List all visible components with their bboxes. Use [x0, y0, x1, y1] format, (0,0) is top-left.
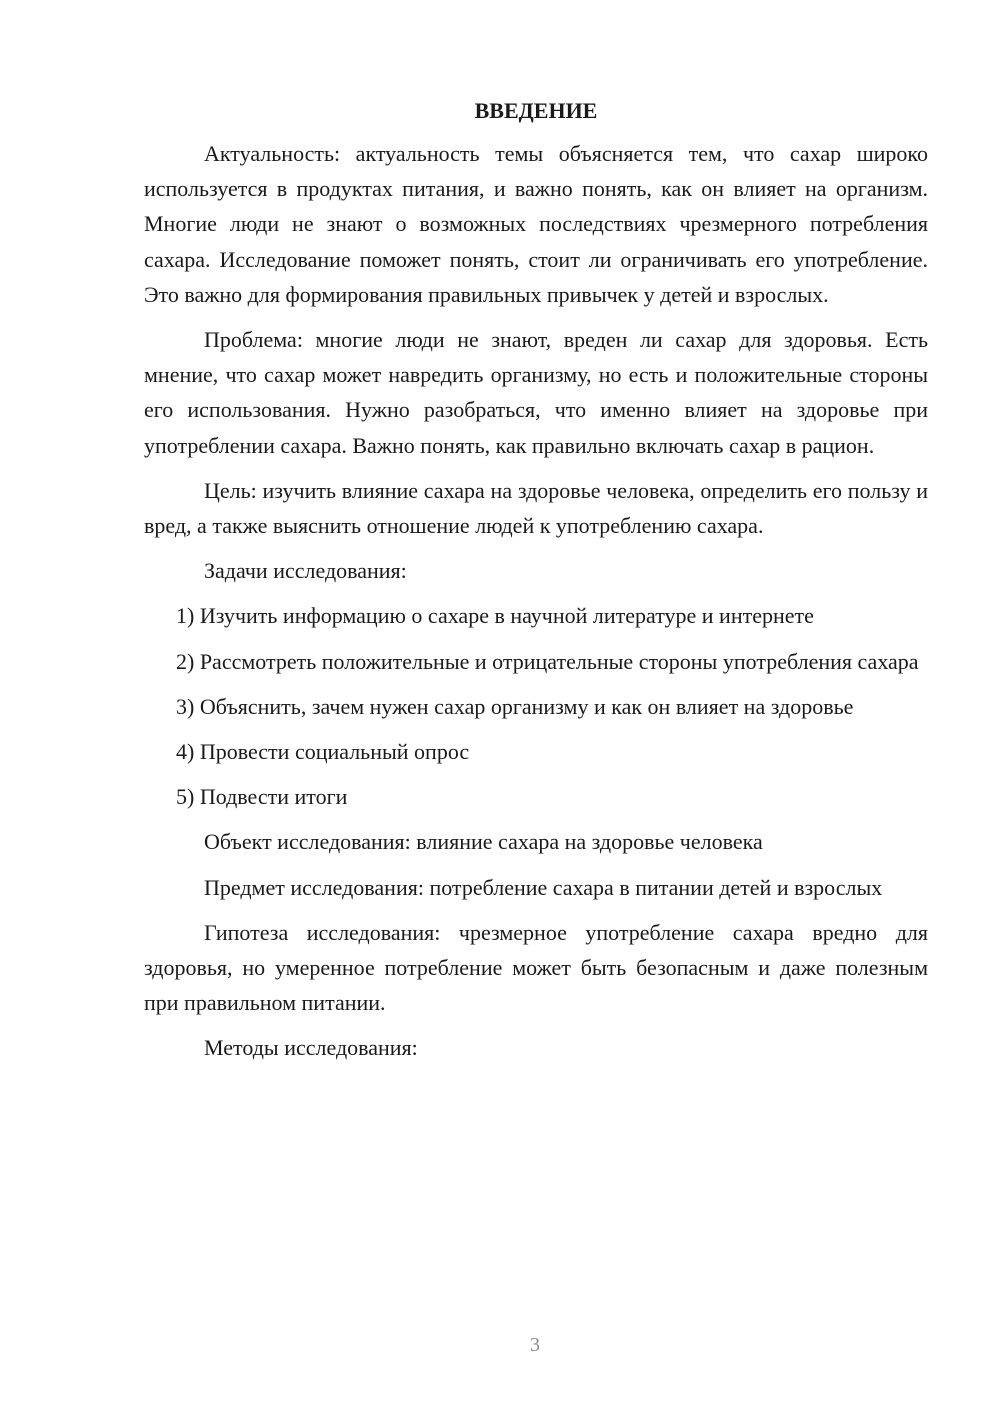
tasks-heading: Задачи исследования: [204, 558, 407, 584]
object-paragraph: Объект исследования: влияние сахара на здоровье человека [204, 829, 763, 855]
problem-paragraph: Проблема: многие люди не знают, вреден ли сахар для здоровья. Есть мнение, что сахар может навредить организму, но есть и положительные стороны его использования. Нужно разобраться, что именно влияет на здоровье при употреблении сахара. Важно понять, как правильно включать сахар в рацион. [144, 327, 928, 458]
task-item: 5) Подвести итоги [176, 784, 348, 810]
goal-paragraph: Цель: изучить влияние сахара на здоровье человека, определить его пользу и вред, а также выяснить отношение людей к употреблению сахара. [144, 477, 928, 539]
task-item: 1) Изучить информацию о сахаре в научной литературе и интернете [176, 603, 814, 629]
task-item: 2) Рассмотреть положительные и отрицательные стороны употребления сахара [176, 648, 919, 674]
section-title: ВВЕДЕНИЕ [474, 98, 598, 123]
page-content [144, 96, 928, 1066]
task-item: 4) Провести социальный опрос [176, 739, 470, 765]
subject-paragraph: Предмет исследования: потребление сахара в питании детей и взрослых [204, 874, 883, 900]
hypothesis-paragraph: Гипотеза исследования: чрезмерное употребление сахара вредно для здоровья, но умеренное потребление может быть безопасным и даже полезным при правильном питании. [144, 919, 928, 1016]
page-number: 3 [530, 1334, 540, 1356]
task-item: 3) Объяснить, зачем нужен сахар организму и как он влияет на здоровье [176, 693, 854, 719]
methods-heading: Методы исследования: [204, 1035, 418, 1061]
relevance-paragraph: Актуальность: актуальность темы объясняется тем, что сахар широко используется в продуктах питания, и важно понять, как он влияет на организм. Многие люди не знают о возможных последствиях чрезмерного потребления сахара. Исследование поможет понять, стоит ли ограничивать его употребление. Это важно для формирования правильных привычек у детей и взрослых. [144, 141, 928, 307]
